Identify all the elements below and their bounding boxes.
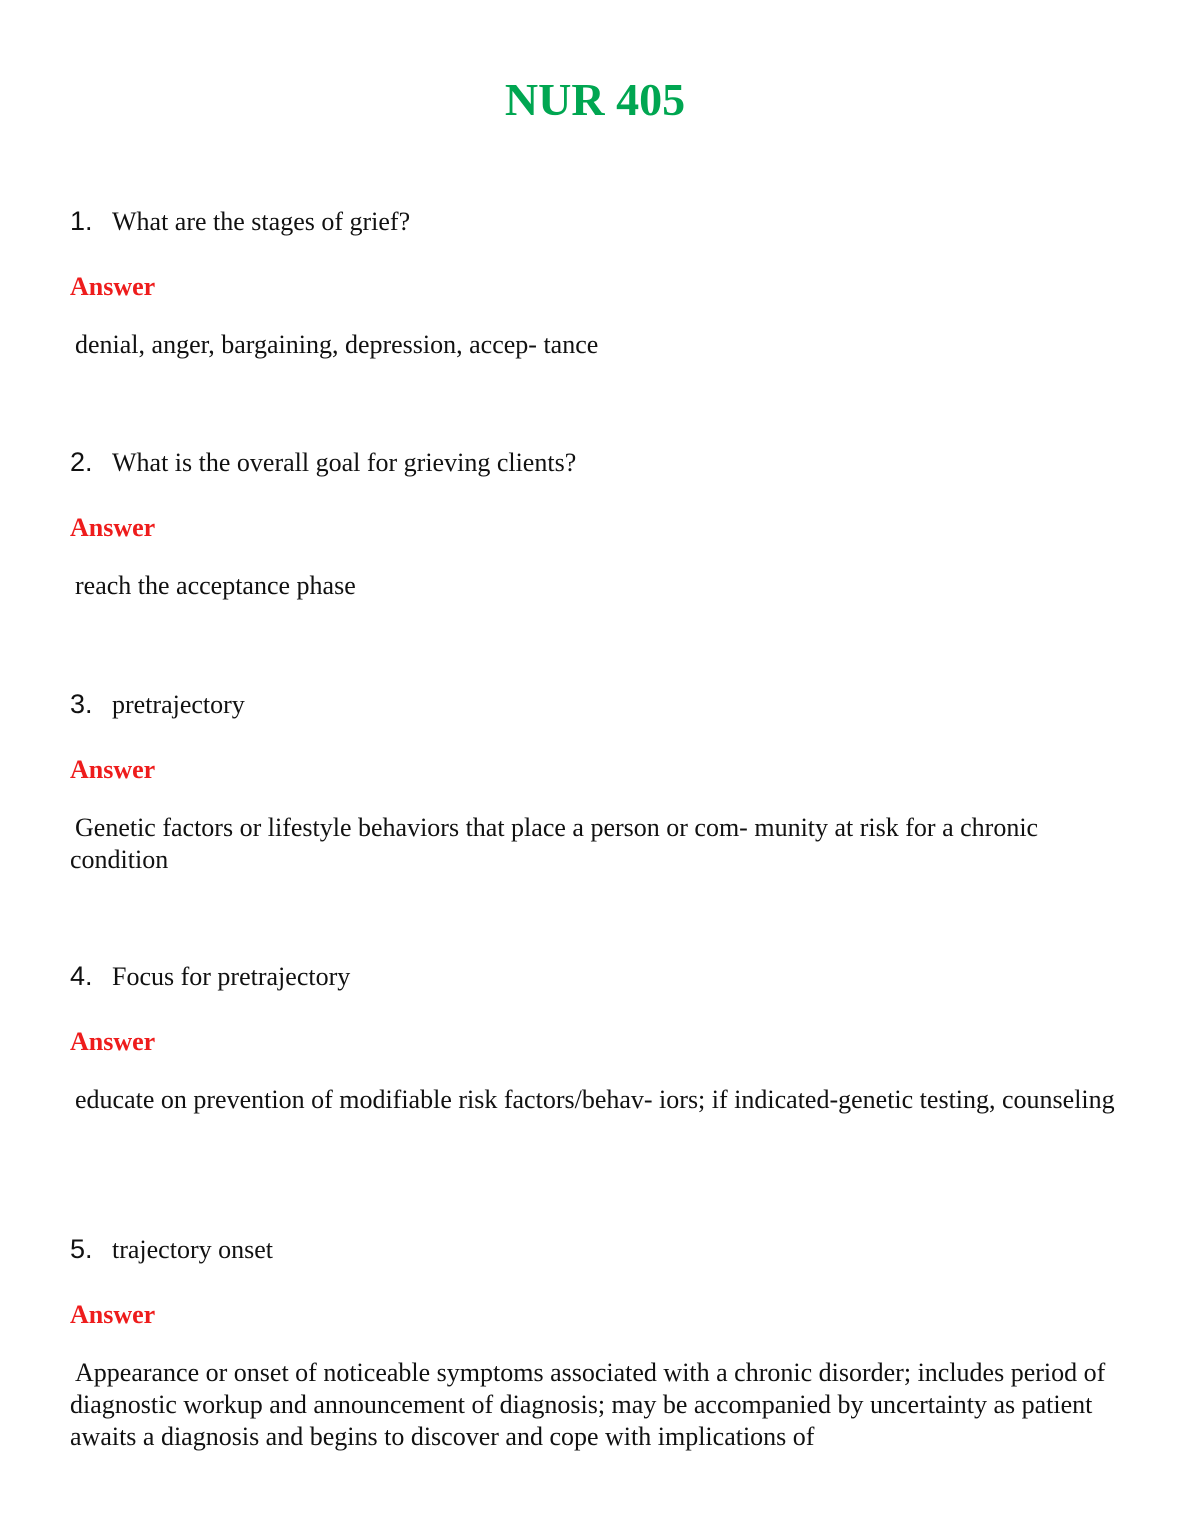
question-number: 4. xyxy=(70,961,93,991)
answer-label: Answer xyxy=(70,513,156,542)
question-text: pretrajectory xyxy=(112,690,245,719)
qa-item-1 xyxy=(70,206,1120,361)
question xyxy=(70,689,1120,729)
question-number: 1. xyxy=(70,206,93,236)
question-number: 3. xyxy=(70,689,93,719)
question-number: 5. xyxy=(70,1234,93,1264)
question-text: trajectory onset xyxy=(112,1235,273,1264)
answer-label: Answer xyxy=(70,1300,156,1329)
page-title: NUR 405 xyxy=(504,74,686,125)
answer-label: Answer xyxy=(70,272,156,301)
answer-text: Appearance or onset of noticeable symptoms associated with a chronic disorder; includes period of diagnostic workup and announcement of diagnosis; may be accompanied by uncertainty as patient awaits a diagnosis and begins to discover and cope with implications of xyxy=(70,1358,1106,1451)
answer-label: Answer xyxy=(70,1027,156,1056)
answer-label: Answer xyxy=(70,755,156,784)
question-text: What are the stages of grief? xyxy=(112,207,411,236)
question xyxy=(70,961,1120,1001)
question-text: What is the overall goal for grieving clients? xyxy=(112,448,577,477)
answer-text: educate on prevention of modifiable risk factors/behav- iors; if indicated-genetic testing, counseling xyxy=(75,1085,1115,1114)
answer-text: Genetic factors or lifestyle behaviors that place a person or com- munity at risk for a chronic condition xyxy=(70,813,1039,874)
question-number: 2. xyxy=(70,447,93,477)
qa-item-5 xyxy=(70,1234,1120,1453)
question xyxy=(70,206,1120,246)
answer-text: reach the acceptance phase xyxy=(75,571,356,600)
question xyxy=(70,1234,1120,1274)
question xyxy=(70,447,1120,487)
qa-item-4 xyxy=(70,961,1120,1116)
question-text: Focus for pretrajectory xyxy=(112,962,351,991)
qa-item-3 xyxy=(70,689,1120,876)
qa-item-2 xyxy=(70,447,1120,602)
answer-text: denial, anger, bargaining, depression, accep- tance xyxy=(75,330,599,359)
